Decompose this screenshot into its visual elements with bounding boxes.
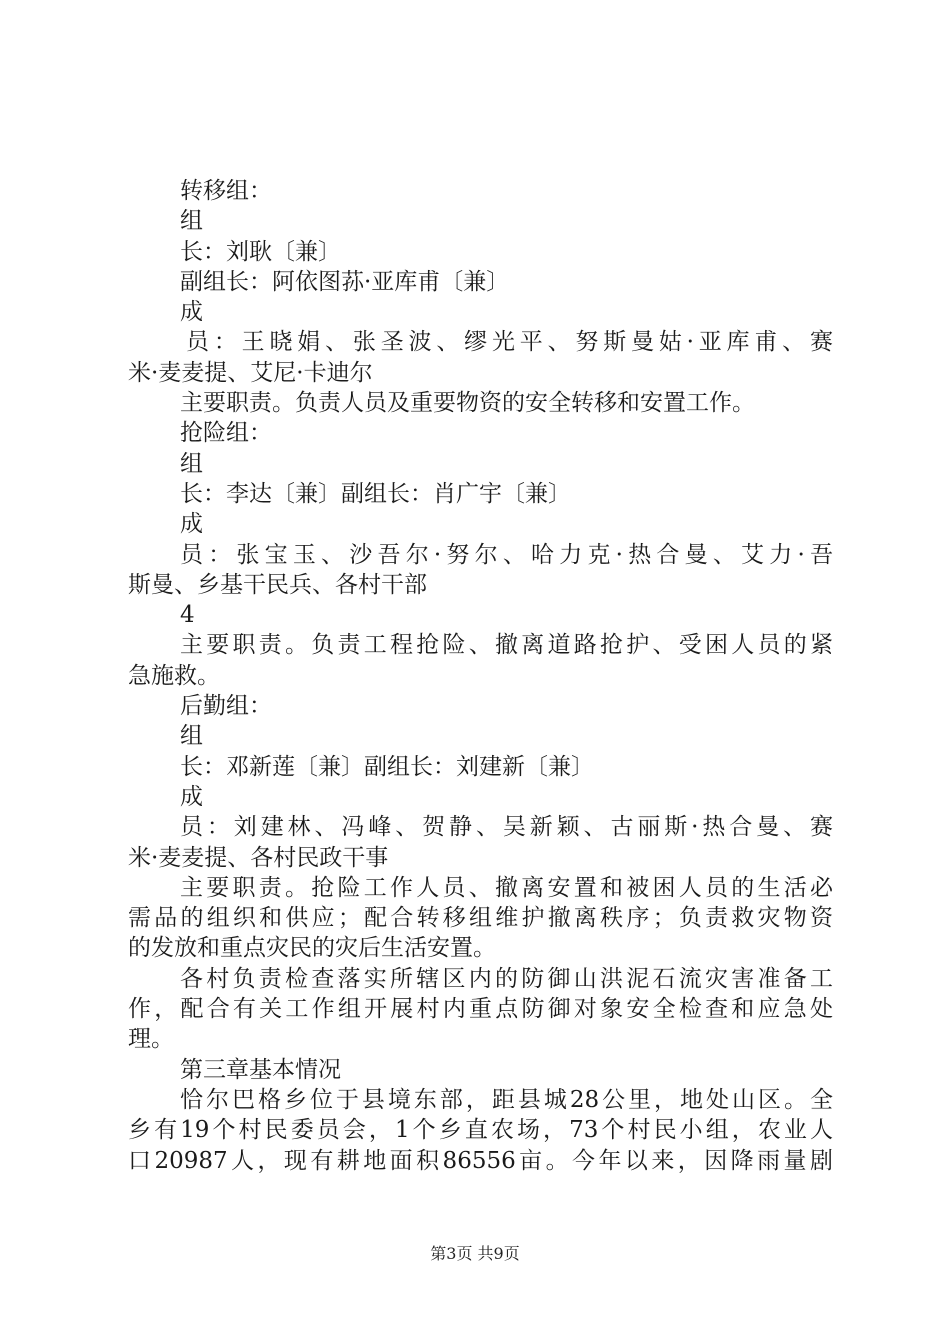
text-line: 组 <box>180 208 203 235</box>
text-line: 作，配合有关工作组开展村内重点防御对象安全检查和应急处 <box>128 996 833 1023</box>
text-line: 员：王晓娟、张圣波、缪光平、努斯曼姑·亚库甫、赛 <box>186 329 833 356</box>
text-line: 副组长：阿依图荪·亚库甫〔兼〕 <box>180 268 510 295</box>
text-line: 成 <box>180 511 203 538</box>
page-number-label: 第3页 共9页 <box>430 1244 520 1263</box>
text-line: 长：李达〔兼〕副组长：肖广宇〔兼〕 <box>180 480 571 507</box>
text-line: 乡有19个村民委员会，1个乡直农场，73个村民小组，农业人 <box>128 1117 833 1144</box>
text-line: 组 <box>180 450 203 477</box>
text-line: 主要职责。抢险工作人员、撤离安置和被困人员的生活必 <box>180 874 833 901</box>
chapter-heading: 第三章基本情况 <box>180 1056 341 1083</box>
text-line: 员：刘建林、冯峰、贺静、吴新颖、古丽斯·热合曼、赛 <box>180 814 833 841</box>
text-line: 成 <box>180 783 203 810</box>
text-line: 口20987人，现有耕地面积86556亩。今年以来，因降雨量剧 <box>128 1147 833 1174</box>
text-line: 各村负责检查落实所辖区内的防御山洪泥石流灾害准备工 <box>180 965 833 992</box>
text-line: 长：刘耿〔兼〕 <box>180 238 341 265</box>
section-heading-rescue-group: 抢险组： <box>180 420 272 447</box>
text-line: 的发放和重点灾民的灾后生活安置。 <box>128 935 496 962</box>
text-line: 主要职责。负责人员及重要物资的安全转移和安置工作。 <box>180 390 755 417</box>
text-line: 主要职责。负责工程抢险、撤离道路抢护、受困人员的紧 <box>180 632 833 659</box>
text-line: 米·麦麦提、艾尼·卡迪尔 <box>128 359 373 386</box>
section-heading-transfer-group: 转移组： <box>180 178 272 204</box>
text-line: 需品的组织和供应；配合转移组维护撤离秩序；负责救灾物资 <box>128 905 833 932</box>
text-line: 员：张宝玉、沙吾尔·努尔、哈力克·热合曼、艾力·吾 <box>180 541 833 568</box>
text-line: 组 <box>180 723 203 750</box>
text-line: 斯曼、乡基干民兵、各村干部 <box>128 571 427 598</box>
text-line: 急施救。 <box>128 662 220 689</box>
page-footer <box>0 1244 950 1264</box>
text-line: 理。 <box>128 1026 174 1053</box>
text-line: 成 <box>180 299 203 326</box>
stray-page-number: 4 <box>180 602 195 629</box>
text-line: 长：邓新莲〔兼〕副组长：刘建新〔兼〕 <box>180 753 594 780</box>
section-heading-logistics-group: 后勤组： <box>180 693 272 720</box>
document-body <box>128 176 833 1176</box>
text-line: 恰尔巴格乡位于县境东部，距县城28公里，地处山区。全 <box>180 1086 833 1113</box>
text-line: 米·麦麦提、各村民政干事 <box>128 844 389 871</box>
